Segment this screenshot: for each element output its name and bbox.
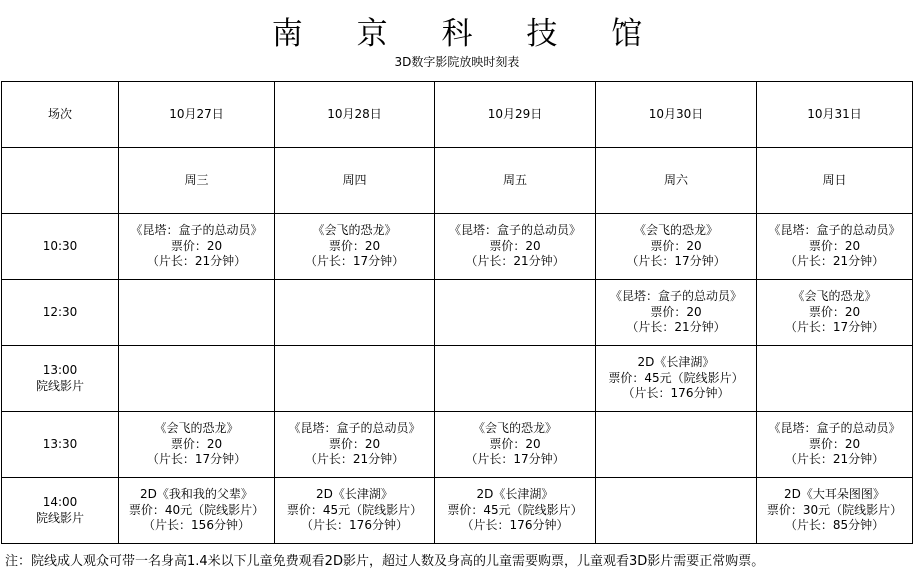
screening-cell xyxy=(275,214,435,280)
screening-cell xyxy=(757,478,913,544)
film-duration: （片长：17分钟） xyxy=(465,452,565,467)
ticket-price: 票价：20 xyxy=(328,436,381,451)
page-title: 南 京 科 技 馆 xyxy=(271,16,665,52)
session-header: 场次 xyxy=(2,82,119,148)
weekday-header: 周三 xyxy=(119,148,275,214)
session-time: 13:00 xyxy=(42,363,78,377)
screening-cell xyxy=(119,412,275,478)
screening-cell xyxy=(435,412,596,478)
session-time-cell xyxy=(2,346,119,412)
film-title: 《会飞的恐龙》 xyxy=(633,223,718,238)
film-duration: （片长：21分钟） xyxy=(465,254,565,269)
film-title: 2D《我和我的父辈》 xyxy=(140,487,253,502)
film-duration: （片长：176分钟） xyxy=(301,518,408,533)
film-duration: （片长：85分钟） xyxy=(784,518,885,533)
film-title: 2D《长津湖》 xyxy=(476,487,554,502)
film-duration: （片长：21分钟） xyxy=(626,320,726,335)
footnote: 注：院线成人观众可带一名身高1.4米以下儿童免费观看2D影片，超过人数及身高的儿童需要购票，儿童观看3D影片需要正常购票。 xyxy=(5,554,765,569)
film-duration: （片长：21分钟） xyxy=(146,254,247,269)
film-title: 《昆塔：盒子的总动员》 xyxy=(448,223,581,238)
film-title: 《会飞的恐龙》 xyxy=(312,223,397,238)
film-duration: （片长：21分钟） xyxy=(304,452,405,467)
schedule-row xyxy=(2,346,913,412)
ticket-price: 票价：20 xyxy=(170,436,223,451)
film-duration: （片长：21分钟） xyxy=(784,452,885,467)
empty-cell xyxy=(119,346,275,412)
ticket-price: 票价：20 xyxy=(650,238,702,253)
session-time-cell xyxy=(2,478,119,544)
session-tag: 院线影片 xyxy=(35,510,84,525)
schedule-row xyxy=(2,478,913,544)
film-duration: （片长：21分钟） xyxy=(784,254,885,269)
ticket-price: 票价：20 xyxy=(489,436,541,451)
ticket-price: 票价：20 xyxy=(489,238,541,253)
session-time: 14:00 xyxy=(42,495,78,509)
film-title: 2D《大耳朵图图》 xyxy=(784,487,885,502)
empty-cell xyxy=(596,412,757,478)
session-time-cell xyxy=(2,214,119,280)
ticket-price: 票价：30元（院线影片） xyxy=(766,502,903,517)
screening-cell xyxy=(757,214,913,280)
empty-header-cell xyxy=(2,148,119,214)
film-duration: （片长：176分钟） xyxy=(622,386,730,401)
empty-cell xyxy=(435,346,596,412)
empty-cell xyxy=(435,280,596,346)
empty-cell xyxy=(275,346,435,412)
film-duration: （片长：176分钟） xyxy=(461,518,569,533)
film-duration: （片长：156分钟） xyxy=(143,518,250,533)
film-title: 2D《长津湖》 xyxy=(637,355,715,370)
ticket-price: 票价：20 xyxy=(808,436,861,451)
session-tag: 院线影片 xyxy=(35,378,84,393)
schedule-row xyxy=(2,280,913,346)
session-time-cell xyxy=(2,280,119,346)
empty-cell xyxy=(596,478,757,544)
empty-cell xyxy=(119,280,275,346)
ticket-price: 票价：20 xyxy=(650,304,702,319)
ticket-price: 票价：20 xyxy=(170,238,223,253)
session-time-cell xyxy=(2,412,119,478)
film-title: 《昆塔：盒子的总动员》 xyxy=(288,421,421,436)
screening-cell xyxy=(757,280,913,346)
weekday-header: 周四 xyxy=(275,148,435,214)
date-header: 10月27日 xyxy=(119,82,275,148)
date-header: 10月31日 xyxy=(757,82,913,148)
weekday-header: 周六 xyxy=(596,148,757,214)
film-title: 《昆塔：盒子的总动员》 xyxy=(130,223,263,238)
empty-cell xyxy=(757,346,913,412)
ticket-price: 票价：45元（院线影片） xyxy=(286,502,423,517)
film-title: 《会飞的恐龙》 xyxy=(792,289,877,304)
screening-cell xyxy=(596,280,757,346)
screening-cell xyxy=(757,412,913,478)
film-duration: （片长：17分钟） xyxy=(304,254,405,269)
schedule-table xyxy=(1,81,913,544)
ticket-price: 票价：20 xyxy=(328,238,381,253)
session-time: 12:30 xyxy=(42,304,78,319)
weekday-header: 周五 xyxy=(435,148,596,214)
screening-cell xyxy=(435,214,596,280)
film-duration: （片长：17分钟） xyxy=(626,254,726,269)
film-duration: （片长：17分钟） xyxy=(784,320,885,335)
ticket-price: 票价：45元（院线影片） xyxy=(608,370,744,385)
date-header: 10月30日 xyxy=(596,82,757,148)
screening-cell xyxy=(119,214,275,280)
page-subtitle: 3D数字影院放映时刻表 xyxy=(394,55,520,69)
film-title: 2D《长津湖》 xyxy=(316,487,393,502)
empty-cell xyxy=(275,280,435,346)
session-time: 13:30 xyxy=(42,436,78,451)
weekday-header: 周日 xyxy=(757,148,913,214)
film-title: 《昆塔：盒子的总动员》 xyxy=(768,421,901,436)
film-title: 《会飞的恐龙》 xyxy=(472,421,557,436)
session-time: 10:30 xyxy=(42,238,78,253)
film-title: 《昆塔：盒子的总动员》 xyxy=(609,289,742,304)
film-title: 《会飞的恐龙》 xyxy=(154,421,239,436)
screening-cell xyxy=(119,478,275,544)
screening-cell xyxy=(275,412,435,478)
date-header: 10月29日 xyxy=(435,82,596,148)
date-header: 10月28日 xyxy=(275,82,435,148)
date-header-row xyxy=(2,82,913,148)
ticket-price: 票价：40元（院线影片） xyxy=(128,502,265,517)
film-title: 《昆塔：盒子的总动员》 xyxy=(768,223,901,238)
ticket-price: 票价：20 xyxy=(808,238,861,253)
screening-cell xyxy=(435,478,596,544)
ticket-price: 票价：20 xyxy=(808,304,861,319)
schedule-row xyxy=(2,214,913,280)
screening-cell xyxy=(275,478,435,544)
schedule-row xyxy=(2,412,913,478)
film-duration: （片长：17分钟） xyxy=(146,452,247,467)
ticket-price: 票价：45元（院线影片） xyxy=(447,502,583,517)
screening-cell xyxy=(596,214,757,280)
weekday-header-row xyxy=(2,148,913,214)
screening-cell xyxy=(596,346,757,412)
